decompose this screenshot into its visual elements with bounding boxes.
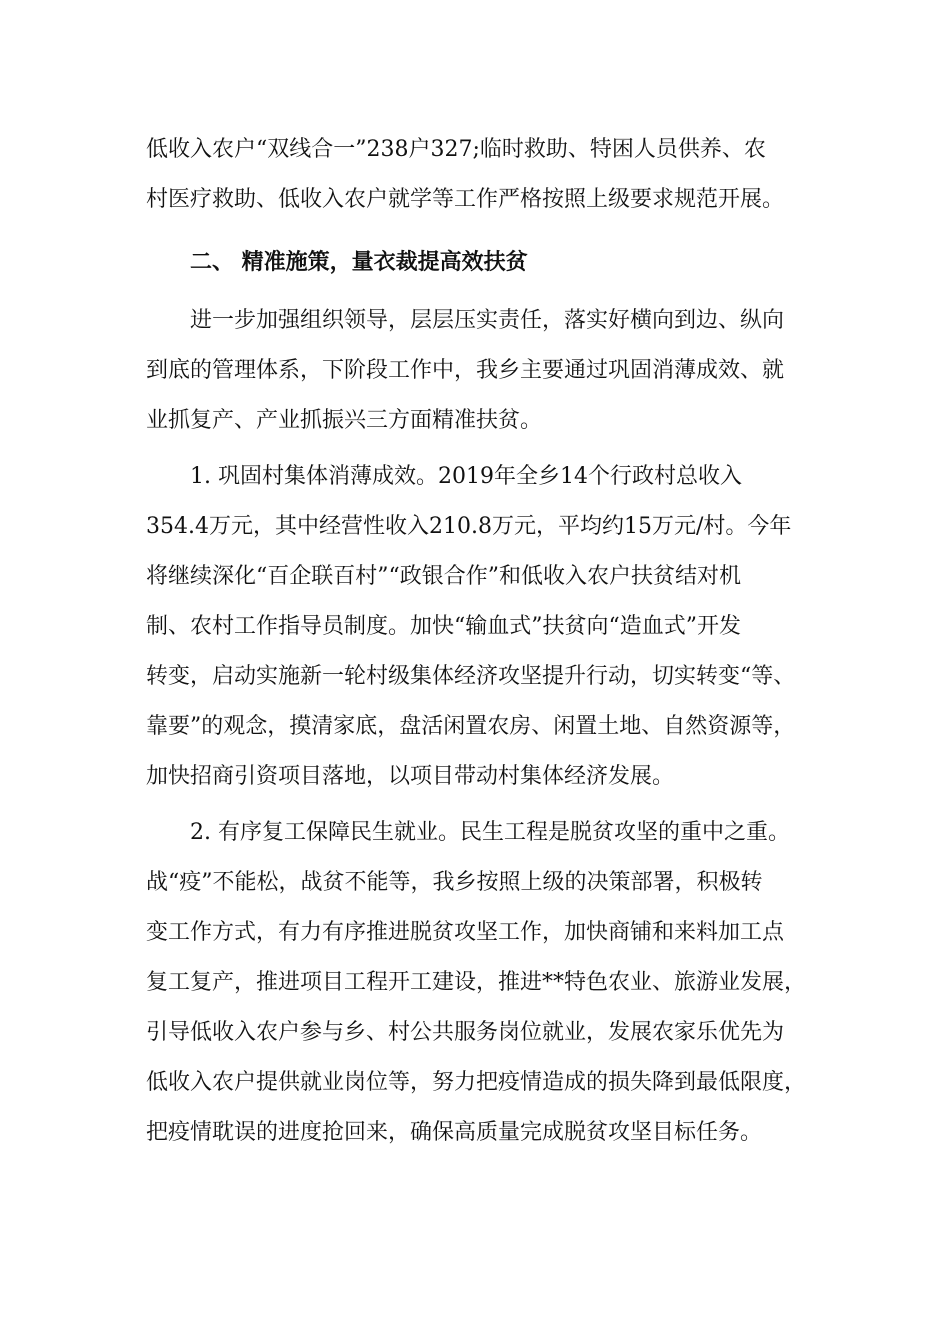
paragraph-line: 战“疫”不能松，战贫不能等，我乡按照上级的决策部署，积极转 — [146, 870, 763, 895]
section-heading: 二、 精准施策，量衣裁提高效扶贫 — [190, 249, 528, 275]
paragraph-line: 制、农村工作指导员制度。加快“输血式”扶贫向“造血式”开发 — [146, 614, 741, 639]
paragraph-line: 变工作方式，有力有序推进脱贫攻坚工作，加快商铺和来料加工点 — [146, 920, 785, 945]
paragraph-line: 业抓复产、产业抓振兴三方面精准扶贫。 — [146, 408, 543, 433]
paragraph-line: 2. 有序复工保障民生就业。民生工程是脱贫攻坚的重中之重。 — [190, 820, 790, 845]
paragraph-line: 村医疗救助、低收入农户就学等工作严格按照上级要求规范开展。 — [146, 187, 785, 212]
paragraph-line: 低收入农户提供就业岗位等，努力把疫情造成的损失降到最低限度， — [146, 1070, 807, 1095]
paragraph-line: 把疫情耽误的进度抢回来，确保高质量完成脱贫攻坚目标任务。 — [146, 1120, 763, 1145]
paragraph-line: 靠要”的观念，摸清家底，盘活闲置农房、闲置土地、自然资源等， — [146, 714, 796, 739]
paragraph-line: 将继续深化“百企联百村”“政银合作”和低收入农户扶贫结对机 — [146, 564, 741, 589]
paragraph-line: 低收入农户“双线合一”238户327;临时救助、特困人员供养、农 — [146, 137, 766, 162]
paragraph-line: 加快招商引资项目落地，以项目带动村集体经济发展。 — [146, 764, 675, 789]
paragraph-line: 到底的管理体系，下阶段工作中，我乡主要通过巩固消薄成效、就 — [146, 358, 785, 383]
paragraph-line: 进一步加强组织领导，层层压实责任，落实好横向到边、纵向 — [190, 308, 785, 333]
paragraph-line: 引导低收入农户参与乡、村公共服务岗位就业，发展农家乐优先为 — [146, 1020, 785, 1045]
paragraph-line: 1. 巩固村集体消薄成效。2019年全乡14个行政村总收入 — [190, 464, 742, 489]
paragraph-line: 354.4万元，其中经营性收入210.8万元，平均约15万元/村。今年 — [146, 514, 792, 539]
paragraph-line: 复工复产，推进项目工程开工建设，推进**特色农业、旅游业发展， — [146, 970, 807, 995]
paragraph-line: 转变，启动实施新一轮村级集体经济攻坚提升行动，切实转变“等、 — [146, 664, 796, 689]
